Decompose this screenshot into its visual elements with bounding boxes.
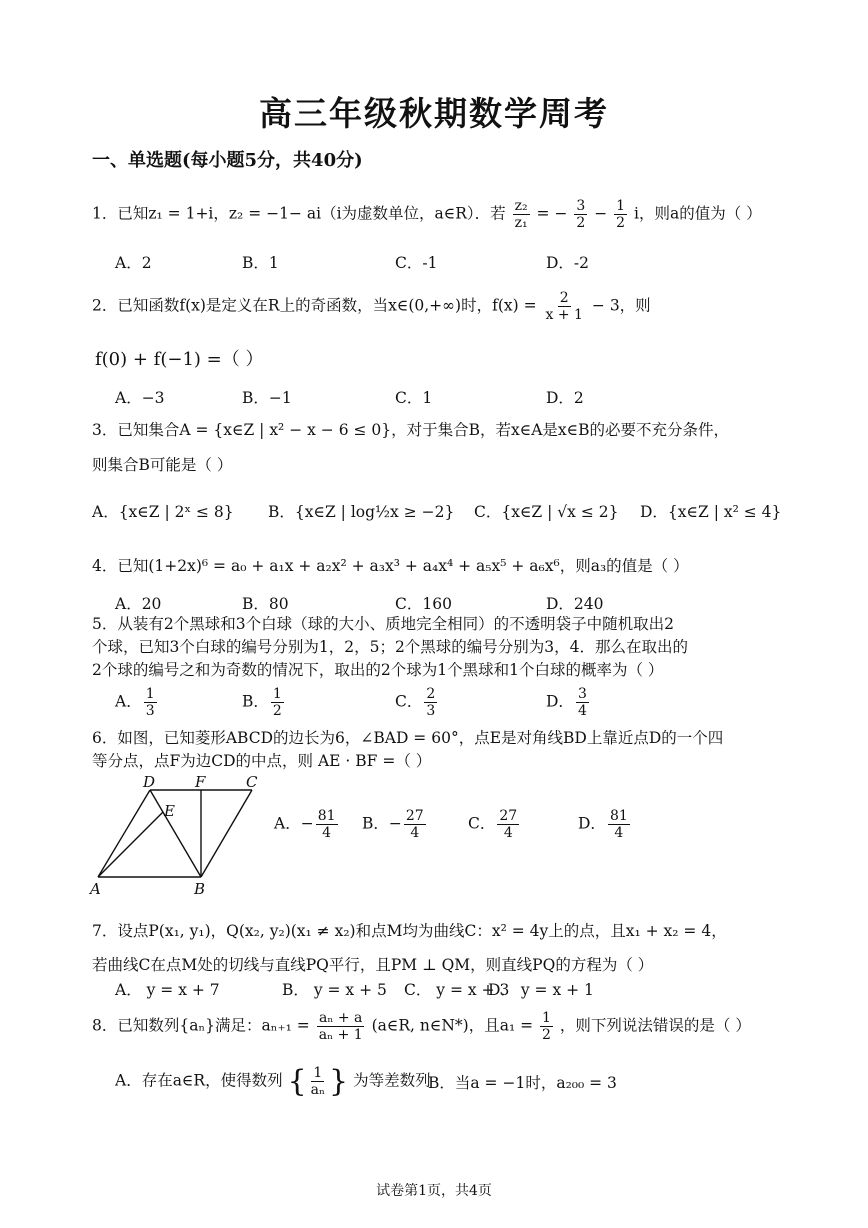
label-c: C — [246, 774, 258, 791]
q3-option-d[interactable]: D．{x∈Z | x² ≤ 4} — [640, 503, 782, 521]
q4-option-c[interactable]: C．160 — [395, 595, 452, 613]
q1-option-d[interactable]: D．-2 — [546, 254, 590, 272]
question-8-recurrence-fraction: $\frac{\text{aₙ + a}}{\text{aₙ + 1}}$ — [318, 1010, 363, 1043]
q8-option-a[interactable]: A．存在a∈R，使得数列 { $\frac{1}{\text{aₙ}}$ } 为等差数列 — [115, 1064, 431, 1099]
q7-option-a[interactable]: A． y = x + 7 — [115, 981, 220, 999]
q7-option-c[interactable]: C． y = x + 3 — [404, 981, 510, 999]
question-5-line2: 个球，已知3个白球的编号分别为1，2，5；2个黑球的编号分别为3，4．那么在取出的 — [92, 638, 689, 656]
q2-option-d[interactable]: D．2 — [546, 389, 584, 407]
q5-option-d[interactable]: D． $\frac{3}{4}$ — [546, 686, 587, 719]
section-heading: 一、单选题(每小题5分，共40分) — [92, 150, 363, 171]
question-2-fraction: $\frac{2}{x + 1}$ — [545, 290, 583, 323]
question-2-text: 2．已知函数f(x)是定义在R上的奇函数，当x∈(0,+∞)时，f(x) = — [92, 296, 537, 315]
question-1-rhs-fraction-2: $\frac{1}{2}$ — [616, 198, 626, 231]
q4-option-d[interactable]: D．240 — [546, 595, 604, 613]
side-bc — [201, 790, 252, 877]
question-3-line2: 则集合B可能是（ ） — [92, 456, 233, 474]
label-d: D — [143, 774, 156, 791]
question-6-line1: 6．如图，已知菱形ABCD的边长为6，∠BAD = 60°，点E是对角线BD上靠近点D的一个四 — [92, 729, 724, 747]
q4-option-b[interactable]: B．80 — [242, 595, 289, 613]
q2-option-c[interactable]: C．1 — [395, 389, 433, 407]
question-8 — [92, 1010, 751, 1043]
question-7-line2: 若曲线C在点M处的切线与直线PQ平行，且PM ⊥ QM，则直线PQ的方程为（ ） — [92, 956, 654, 974]
q6-option-b[interactable]: B．− $\frac{27}{4}$ — [362, 808, 424, 841]
question-2 — [92, 290, 651, 323]
question-1-tail: i，则a的值为（ ） — [634, 204, 762, 223]
label-b: B — [194, 880, 206, 898]
diagonal-bd — [150, 790, 201, 877]
q6-option-c[interactable]: C． $\frac{27}{4}$ — [468, 808, 518, 841]
q7-option-b[interactable]: B． y = x + 5 — [282, 981, 387, 999]
question-1-rhs-fraction-1: $\frac{3}{2}$ — [576, 198, 586, 231]
question-8-tail: ，则下列说法错误的是（ ） — [559, 1016, 751, 1035]
page-footer: 试卷第1页，共4页 — [376, 1183, 492, 1199]
q2-option-b[interactable]: B．−1 — [242, 389, 292, 407]
q1-option-a[interactable]: A．2 — [115, 254, 152, 272]
label-a: A — [90, 880, 101, 898]
label-e: E — [164, 802, 175, 820]
question-2-line2: f(0) + f(−1) =（ ） — [95, 349, 264, 370]
question-6-line2: 等分点，点F为边CD的中点，则 AE · BF =（ ） — [92, 752, 432, 770]
q5-option-a[interactable]: A． $\frac{1}{3}$ — [115, 686, 155, 719]
question-1-text: 1．已知z₁ = 1+i，z₂ = −1− ai（i为虚数单位，a∈R）．若 — [92, 204, 506, 223]
q3-option-c[interactable]: C．{x∈Z | √x ≤ 2} — [474, 503, 619, 521]
rhombus-figure — [88, 774, 268, 900]
question-3-line1: 3．已知集合A = {x∈Z | x² − x − 6 ≤ 0}，对于集合B，若x∈A是x∈B的必要不充分条件， — [92, 421, 730, 439]
q7-option-d[interactable]: D． y = x + 1 — [488, 981, 594, 999]
q3-option-b[interactable]: B．{x∈Z | log½x ≥ −2} — [268, 503, 455, 521]
q6-option-d[interactable]: D． $\frac{81}{4}$ — [578, 808, 628, 841]
question-2-tail: − 3，则 — [591, 296, 651, 315]
question-4: 4．已知(1+2x)⁶ = a₀ + a₁x + a₂x² + a₃x³ + a₄x⁴ + a₅x⁵ + a₆x⁶，则a₃的值是（ ） — [92, 557, 689, 575]
q8-option-b[interactable]: B．当a = −1时，a₂₀₀ = 3 — [428, 1074, 617, 1092]
question-5-line1: 5．从装有2个黑球和3个白球（球的大小、质地完全相同）的不透明袋子中随机取出2 — [92, 615, 674, 633]
q2-option-a[interactable]: A．−3 — [115, 389, 165, 407]
q5-option-c[interactable]: C． $\frac{2}{3}$ — [395, 686, 436, 719]
question-8-mid: (a∈R, n∈N*)，且a₁ = — [371, 1016, 534, 1035]
question-8-text: 8．已知数列{aₙ}满足：aₙ₊₁ = — [92, 1016, 310, 1035]
q6-option-a[interactable]: A．− $\frac{81}{4}$ — [274, 808, 336, 841]
q1-option-c[interactable]: C．-1 — [395, 254, 438, 272]
page-title: 高三年级秋期数学周考 — [259, 94, 609, 133]
label-f: F — [195, 774, 206, 791]
q4-option-a[interactable]: A．20 — [115, 595, 162, 613]
question-8-a1-fraction: $\frac{1}{2}$ — [542, 1010, 551, 1043]
question-7-line1: 7．设点P(x₁, y₁)，Q(x₂, y₂)(x₁ ≠ x₂)和点M均为曲线C：x² = 4y上的点，且x₁ + x₂ = 4， — [92, 922, 727, 940]
question-1-lhs-fraction: $\frac{\text{z₂}}{\text{z₁}}$ — [514, 198, 528, 231]
q3-option-a[interactable]: A．{x∈Z | 2ˣ ≤ 8} — [92, 503, 234, 521]
q5-option-b[interactable]: B． $\frac{1}{2}$ — [242, 686, 282, 719]
question-1: 1．已知z₁ = 1+i，z₂ = −1− ai（i为虚数单位，a∈R）．若 $\frac{\text{z₂}}{\text{z₁}}$ = − $\frac{3}{2}$ − $\frac{1}{2}$ i，则a的值为（ ） — [92, 198, 762, 231]
question-5-line3: 2个球的编号之和为奇数的情况下，取出的2个球为1个黑球和1个白球的概率为（ ） — [92, 661, 664, 679]
q1-option-b[interactable]: B．1 — [242, 254, 279, 272]
